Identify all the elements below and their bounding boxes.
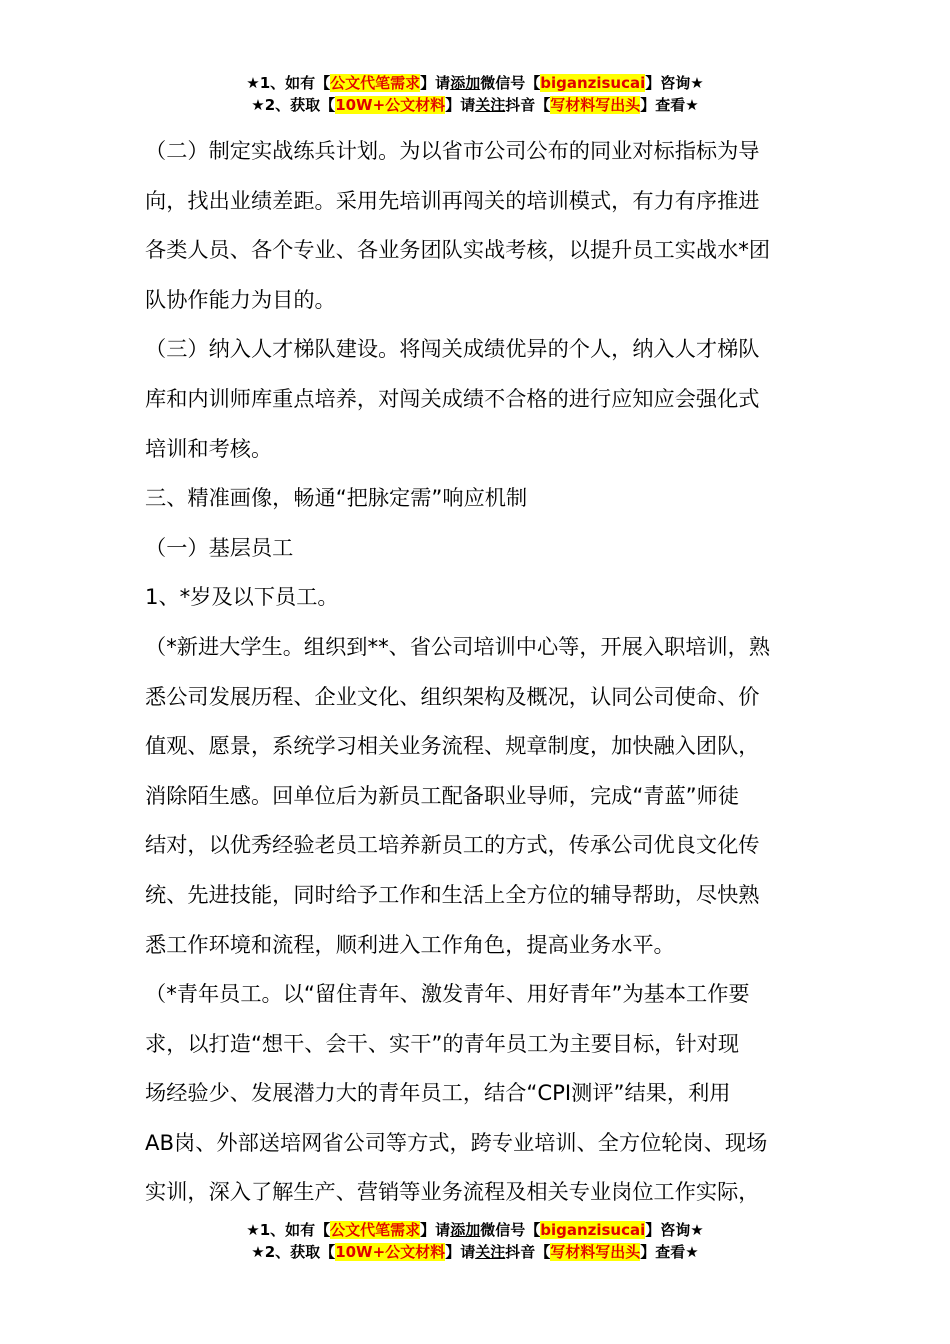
text-line: （二）制定实战练兵计划。为以省市公司公布的同业对标指标为导 <box>145 138 760 163</box>
banner-highlight: 公文代笔需求 <box>330 1221 421 1239</box>
banner-text: 】请 <box>445 1243 476 1261</box>
text-line: 向，找出业绩差距。采用先培训再闯关的培训模式，有力有序推进 <box>145 187 760 213</box>
banner-text: 抖音【 <box>505 1243 551 1261</box>
banner-highlight: 公文代笔需求 <box>330 74 421 92</box>
text-line: 求，以打造“想干、会干、实干”的青年员工为主要目标，针对现 <box>145 1030 740 1056</box>
banner-line-1 <box>0 1219 950 1241</box>
item-heading: 1、*岁及以下员工。 <box>145 584 339 610</box>
banner-text: ★1、如有【 <box>246 1221 331 1239</box>
banner-text: 】请 <box>420 1221 451 1239</box>
text-line: 各类人员、各个专业、各业务团队实战考核，以提升员工实战水*团 <box>145 237 771 263</box>
banner-text: 】查看★ <box>640 96 699 114</box>
banner-highlight: 10W+公文材料 <box>335 96 446 114</box>
text-line: （*青年员工。以“留住青年、激发青年、用好青年”为基本工作要 <box>145 981 750 1007</box>
banner-text: 】咨询★ <box>645 1221 704 1239</box>
text-line: 统、先进技能，同时给予工作和生活上全方位的辅导帮助，尽快熟 <box>145 881 760 907</box>
banner-highlight: biganzisucai <box>540 1221 646 1239</box>
banner-highlight: 10W+公文材料 <box>335 1243 446 1261</box>
text-line: 实训，深入了解生产、营销等业务流程及相关专业岗位工作实际， <box>145 1179 760 1205</box>
banner-highlight: 写材料写出头 <box>550 96 641 114</box>
subsection-heading: （一）基层员工 <box>145 534 294 560</box>
banner-highlight: biganzisucai <box>540 74 646 92</box>
banner-line-2 <box>0 94 950 116</box>
banner-underlined: 关注 <box>475 1243 506 1261</box>
banner-underlined: 添加 <box>450 1221 481 1239</box>
banner-underlined: 关注 <box>475 96 506 114</box>
text-line: 消除陌生感。回单位后为新员工配备职业导师，完成“青蓝”师徒 <box>145 782 740 808</box>
document-body <box>145 126 810 1217</box>
banner-highlight: 写材料写出头 <box>550 1243 641 1261</box>
text-line: AB岗、外部送培网省公司等方式，跨专业培训、全方位轮岗、现场 <box>145 1129 768 1155</box>
banner-underlined: 添加 <box>450 74 481 92</box>
text-line: 队协作能力为目的。 <box>145 286 336 312</box>
footer-banner <box>0 1219 950 1263</box>
banner-text: ★1、如有【 <box>246 74 331 92</box>
banner-text: 微信号【 <box>480 1221 541 1239</box>
text-line: 值观、愿景，系统学习相关业务流程、规章制度，加快融入团队， <box>145 733 760 759</box>
text-line: （*新进大学生。组织到**、省公司培训中心等，开展入职培训，熟 <box>145 633 771 659</box>
text-line: 库和内训师库重点培养，对闯关成绩不合格的进行应知应会强化式 <box>145 385 760 411</box>
banner-text: 】请 <box>445 96 476 114</box>
banner-text: 】请 <box>420 74 451 92</box>
banner-text: ★2、获取【 <box>251 96 336 114</box>
banner-text: ★2、获取【 <box>251 1243 336 1261</box>
banner-line-2 <box>0 1241 950 1263</box>
banner-text: 】咨询★ <box>645 74 704 92</box>
header-banner <box>0 72 950 116</box>
banner-text: 微信号【 <box>480 74 541 92</box>
text-line: 场经验少、发展潜力大的青年员工，结合“CPI测评”结果，利用 <box>145 1080 731 1106</box>
text-line: 悉公司发展历程、企业文化、组织架构及概况，认同公司使命、价 <box>145 683 760 709</box>
text-line: 结对，以优秀经验老员工培养新员工的方式，传承公司优良文化传 <box>145 832 760 858</box>
banner-line-1 <box>0 72 950 94</box>
banner-text: 】查看★ <box>640 1243 699 1261</box>
text-line: （三）纳入人才梯队建设。将闯关成绩优异的个人，纳入人才梯队 <box>145 336 760 362</box>
section-heading: 三、精准画像，畅通“把脉定需”响应机制 <box>145 485 528 511</box>
text-line: 培训和考核。 <box>145 435 273 461</box>
banner-text: 抖音【 <box>505 96 551 114</box>
text-line: 悉工作环境和流程，顺利进入工作角色，提高业务水平。 <box>145 931 675 957</box>
